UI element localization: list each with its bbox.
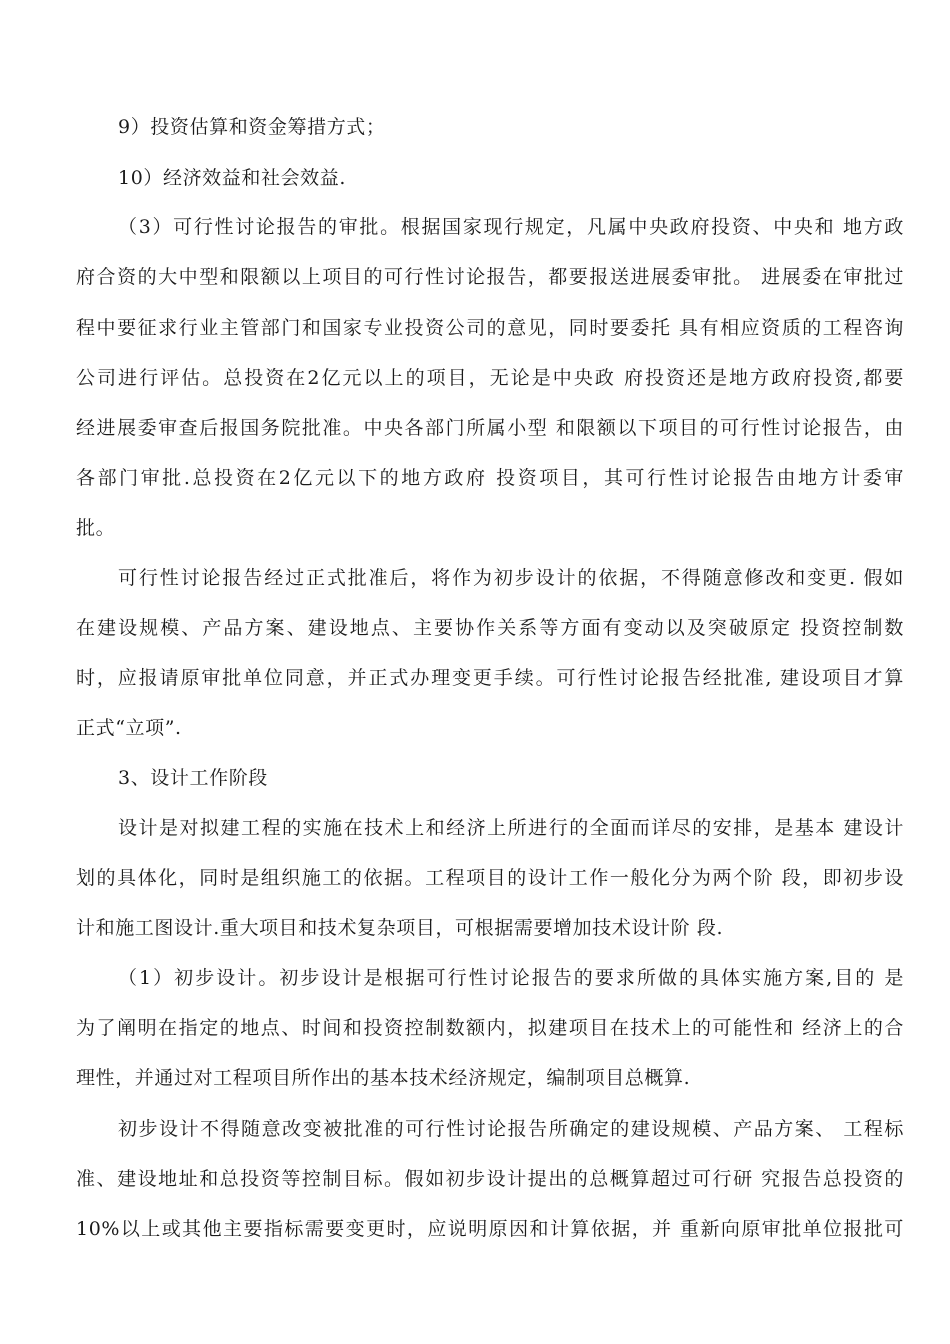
paragraph-line: 各部门审批.总投资在2亿元以下的地方政府 投资项目，其可行性讨论报告由地方计委审 xyxy=(76,467,904,489)
paragraph-line: 府合资的大中型和限额以上项目的可行性讨论报告，都要报送进展委审批。 进展委在审批过 xyxy=(76,266,904,288)
paragraph-line: 可行性讨论报告经过正式批准后，将作为初步设计的依据，不得随意修改和变更. 假如 xyxy=(118,567,904,589)
paragraph-line: 初步设计不得随意改变被批准的可行性讨论报告所确定的建设规模、产品方案、 工程标 xyxy=(118,1118,904,1140)
paragraph-line: 划的具体化，同时是组织施工的依据。工程项目的设计工作一般化分为两个阶 段，即初步设 xyxy=(76,867,904,889)
paragraph-line: 设计是对拟建工程的实施在技术上和经济上所进行的全面而详尽的安排，是基本 建设计 xyxy=(118,817,904,839)
paragraph-line: 在建设规模、产品方案、建设地点、主要协作关系等方面有变动以及突破原定 投资控制数 xyxy=(76,617,904,639)
paragraph-line: 为了阐明在指定的地点、时间和投资控制数额内，拟建项目在技术上的可能性和 经济上的合 xyxy=(76,1017,904,1039)
list-item-10: 10）经济效益和社会效益. xyxy=(118,167,347,189)
section-heading: 3、设计工作阶段 xyxy=(118,767,268,789)
paragraph-line: 批。 xyxy=(76,517,116,539)
paragraph-line: （1）初步设计。初步设计是根据可行性讨论报告的要求所做的具体实施方案,目的 是 xyxy=(118,967,904,989)
paragraph-line: 经进展委审查后报国务院批准。中央各部门所属小型 和限额以下项目的可行性讨论报告，由 xyxy=(76,417,904,439)
paragraph-line: 程中要征求行业主管部门和国家专业投资公司的意见，同时要委托 具有相应资质的工程咨询 xyxy=(76,317,904,339)
paragraph-line: 计和施工图设计.重大项目和技术复杂项目，可根据需要增加技术设计阶 段. xyxy=(76,917,724,939)
paragraph-line: （3）可行性讨论报告的审批。根据国家现行规定，凡属中央政府投资、中央和 地方政 xyxy=(118,216,904,238)
paragraph-line: 理性，并通过对工程项目所作出的基本技术经济规定，编制项目总概算. xyxy=(76,1067,691,1089)
paragraph-line: 准、建设地址和总投资等控制目标。假如初步设计提出的总概算超过可行研 究报告总投资的 xyxy=(76,1168,904,1190)
paragraph-line: 正式“立项”. xyxy=(76,717,182,739)
paragraph-line: 时，应报请原审批单位同意，并正式办理变更手续。可行性讨论报告经批准, 建设项目才算 xyxy=(76,667,904,689)
paragraph-line: 10%以上或其他主要指标需要变更时，应说明原因和计算依据，并 重新向原审批单位报批可 xyxy=(76,1218,904,1240)
list-item-9: 9）投资估算和资金筹措方式； xyxy=(118,116,386,138)
paragraph-line: 公司进行评估。总投资在2亿元以上的项目，无论是中央政 府投资还是地方政府投资,都要 xyxy=(76,367,904,389)
